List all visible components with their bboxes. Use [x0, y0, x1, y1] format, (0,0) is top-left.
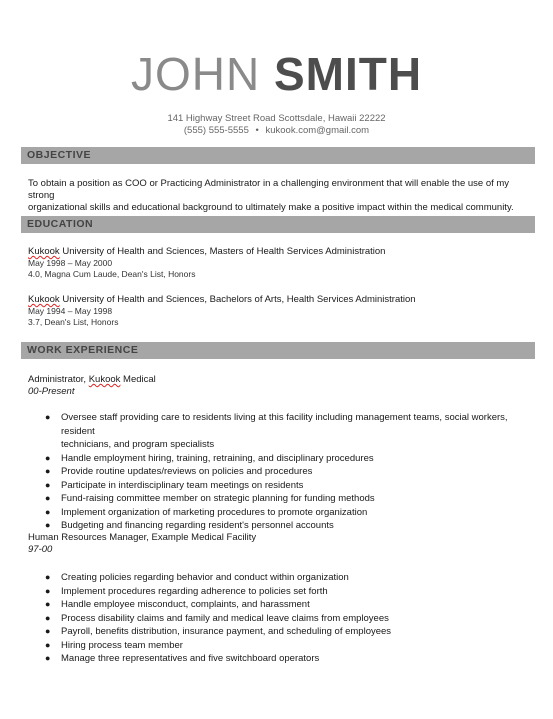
duty-text: Creating policies regarding behavior and conduct within organization	[61, 572, 349, 583]
job-header	[28, 374, 533, 398]
bullet-icon: ●	[45, 466, 51, 476]
list-item	[42, 411, 534, 438]
duty-text: Oversee staff providing care to residents living at this facility including management teams, social workers, resident	[61, 412, 508, 437]
school-name: Kukook	[28, 246, 60, 257]
bullet-icon: ●	[45, 639, 51, 650]
duty-text: Hiring process team member	[61, 639, 183, 651]
list-item	[42, 625, 534, 639]
phone: (555) 555-5555	[183, 125, 249, 136]
job-dates: 97-00	[28, 544, 53, 555]
job-title	[28, 374, 533, 386]
bullet-icon: ●	[45, 585, 51, 596]
duty-text: Budgeting and financing regarding resident's personnel accounts	[61, 520, 334, 531]
list-item	[42, 585, 534, 599]
list-item	[42, 571, 534, 585]
list-item-continuation	[42, 438, 534, 452]
job-title-suffix: Medical	[120, 374, 156, 385]
candidate-name	[0, 48, 553, 100]
education-entry	[28, 246, 533, 280]
job-header	[28, 532, 533, 556]
job-duties-list	[42, 411, 534, 533]
bullet-icon: ●	[45, 520, 51, 530]
duty-text: Manage three representatives and five switchboard operators	[61, 653, 320, 664]
list-item	[42, 479, 534, 493]
address: 141 Highway Street Road Scottsdale, Hawaii 22222	[167, 113, 386, 124]
school-name: Kukook	[28, 294, 60, 305]
job-title-prefix: Administrator,	[28, 374, 89, 385]
separator-dot: •	[255, 125, 259, 136]
list-item	[42, 492, 534, 506]
list-item	[42, 519, 534, 533]
objective-heading: OBJECTIVE	[21, 147, 535, 164]
job-dates: 00-Present	[28, 386, 75, 397]
bullet-icon: ●	[45, 412, 51, 422]
duty-text: Handle employee misconduct, complaints, and harassment	[61, 599, 310, 610]
bullet-icon: ●	[45, 506, 51, 517]
education-title-rest: University of Health and Sciences, Bachelors of Arts, Health Services Administration	[59, 294, 416, 305]
bullet-icon: ●	[45, 599, 51, 609]
bullet-icon: ●	[45, 452, 51, 463]
duty-text: Implement organization of marketing procedures to promote organization	[61, 506, 368, 518]
duty-text: Payroll, benefits distribution, insurance payment, and scheduling of employees	[61, 626, 392, 637]
duty-text: Implement procedures regarding adherence to policies set forth	[61, 585, 328, 597]
education-entry	[28, 294, 533, 328]
education-title	[28, 294, 533, 306]
duty-text: Provide routine updates/reviews on policies and procedures	[61, 466, 313, 477]
list-item	[42, 598, 534, 612]
list-item	[42, 452, 534, 466]
email: kukook.com@gmail.com	[265, 125, 370, 136]
objective-line: organizational skills and educational background to ultimately make a positive impact within the medical community.	[28, 202, 514, 213]
duty-text: Process disability claims and family and medical leave claims from employees	[61, 612, 389, 624]
objective-line: To obtain a position as COO or Practicing Administrator in a challenging environment that will enable the use of my strong	[28, 178, 510, 201]
bullet-icon: ●	[45, 653, 51, 663]
bullet-icon: ●	[45, 626, 51, 636]
duty-text: Handle employment hiring, training, retraining, and disciplinary procedures	[61, 452, 374, 464]
list-item	[42, 639, 534, 653]
list-item	[42, 612, 534, 626]
work-experience-heading: WORK EXPERIENCE	[21, 342, 535, 359]
job-title: Human Resources Manager, Example Medical Facility	[28, 532, 257, 543]
job-duties-list	[42, 571, 534, 666]
duty-text: technicians, and program specialists	[61, 439, 215, 450]
last-name: SMITH	[273, 48, 423, 100]
education-heading: EDUCATION	[21, 216, 535, 233]
education-dates: May 1994 – May 1998	[28, 306, 113, 316]
education-dates: May 1998 – May 2000	[28, 258, 113, 268]
education-title-rest: University of Health and Sciences, Masters of Health Services Administration	[59, 246, 386, 257]
objective-text	[28, 178, 533, 214]
duty-text: Participate in interdisciplinary team meetings on residents	[61, 479, 304, 491]
list-item	[42, 652, 534, 666]
bullet-icon: ●	[45, 572, 51, 582]
education-details: 3.7, Dean's List, Honors	[28, 317, 119, 327]
company-name: Kukook	[88, 374, 121, 385]
list-item	[42, 465, 534, 479]
education-title	[28, 246, 533, 258]
list-item	[42, 506, 534, 520]
bullet-icon: ●	[45, 493, 51, 503]
education-details: 4.0, Magna Cum Laude, Dean's List, Honors	[28, 269, 196, 279]
first-name: JOHN	[130, 48, 261, 100]
bullet-icon: ●	[45, 479, 51, 490]
contact-line	[0, 125, 553, 137]
bullet-icon: ●	[45, 612, 51, 623]
duty-text: Fund-raising committee member on strategic planning for funding methods	[61, 493, 375, 504]
